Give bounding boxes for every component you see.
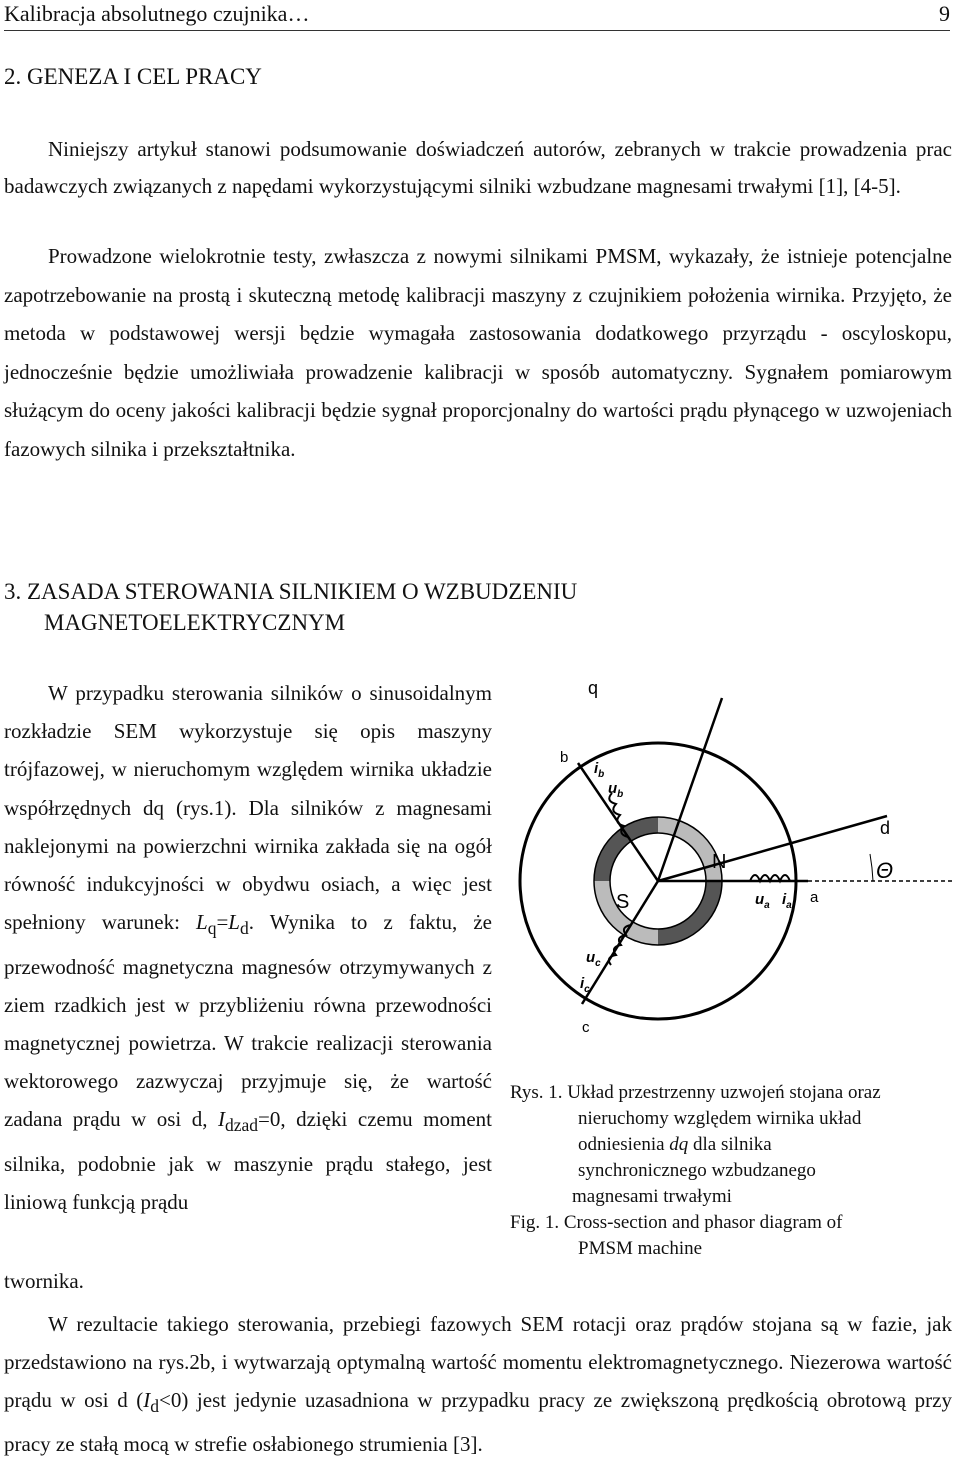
- figure-pmsm-cross-section: [510, 666, 960, 1046]
- b-axis-label: b: [560, 749, 569, 766]
- symbol-Id: I: [143, 1388, 151, 1412]
- symbol-Idzad-sub: dzad: [224, 1115, 258, 1136]
- paragraph-4: [4, 1305, 952, 1463]
- label-ua: $u_a$: [755, 891, 770, 911]
- theta-arc: [870, 854, 873, 881]
- section-3-heading-line2: MAGNETOELEKTRYCZNYM: [44, 610, 346, 635]
- header-title: Kalibracja absolutnego czujnika…: [4, 1, 310, 26]
- d-axis-label: d: [880, 818, 891, 838]
- p3-part-c: =0, dzięki czemu moment silnika, podobnie jak w maszynie prądu stałego, jest liniową funkcją prądu: [4, 1107, 492, 1215]
- paragraph-3: [4, 674, 492, 1221]
- caption-line-2: nieruchomy względem wirnika układ: [578, 1108, 862, 1129]
- south-pole-label: S: [616, 891, 630, 913]
- label-ub: $u_b$: [608, 780, 624, 800]
- paragraph-2: Prowadzone wielokrotnie testy, zwłaszcza z nowymi silnikami PMSM, wykazały, że istnieje potencjalne zapotrzebowanie na prostą i skuteczną metodę kalibracji maszyny z czujnikiem położenia wirnika. Przyjęto, że metoda w podstawowej wersji będzie wymagała zastosowania dodatkowego przyrządu - oscyloskopu, jednocześnie będzie umożliwiała prowadzenie kalibracji w sposób automatyczny. Sygnałem pomiarowym służącym do oceny jakości kalibracji będzie sygnał proporcjonalny do wartości prądu płynącego w uzwojeniach fazowych silnika i przekształtnika.: [4, 244, 952, 461]
- page-number: 9: [939, 1, 950, 26]
- north-pole-label: N: [712, 851, 727, 873]
- label-uc: $u_c$: [586, 949, 601, 969]
- label-ia: $i_a$: [782, 891, 792, 911]
- section-3-heading: [4, 576, 704, 638]
- label-ib: $i_b$: [594, 760, 605, 780]
- caption-line-7: PMSM machine: [578, 1238, 703, 1259]
- label-ic: $i_c$: [580, 975, 590, 995]
- caption-line-3: odniesienia dq dla silnika: [578, 1134, 772, 1155]
- symbol-Idzad: I: [217, 1107, 225, 1132]
- symbol-Ld-sub: d: [239, 918, 249, 939]
- theta-label: Θ: [876, 858, 894, 883]
- figure-caption: [510, 1080, 960, 1262]
- p3-part-a: W przypadku sterowania silników o sinusoidalnym rozkładzie SEM wykorzystuje się opis maszyny trójfazowej, w nieruchomym względem wirnika układzie współrzędnych dq (rys.1). Dla silników z magnesami naklejonymi na powierzchni wirnika zakłada się na ogół równość indukcyjności w obydwu osiach, a więc jest spełniony warunek:: [4, 681, 492, 935]
- a-axis-label: a: [810, 889, 819, 906]
- p3-part-b: . Wynika to z faktu, że przewodność magnetyczna magnesów otrzymywanych z ziem rzadkich jest w przybliżeniu równa przewodności magnetycznej powietrza. W trakcie realizacji sterowania wektorowego zazwyczaj przyjmuje się, że wartość zadana prądu w osi d,: [4, 910, 493, 1132]
- caption-line-1: Rys. 1. Układ przestrzenny uzwojeń stojana oraz: [510, 1082, 881, 1103]
- c-axis-label: c: [582, 1019, 590, 1036]
- paragraph-3-tail: twornika.: [4, 1269, 84, 1293]
- p4-part-a: W rezultacie takiego sterowania, przebiegi fazowych SEM rotacji oraz prądów stojana są w fazie, jak przedstawiono na rys.2b, i wytwarzają optymalną wartość momentu elektromagnetycznego. Niezerowa wartość prądu w osi d (: [4, 1312, 952, 1412]
- section-3-heading-line1: 3. ZASADA STEROWANIA SILNIKIEM O WZBUDZENIU: [4, 579, 578, 604]
- symbol-Lq-sub: q: [207, 918, 217, 939]
- symbol-Lq: L: [196, 910, 208, 935]
- q-axis-label: q: [588, 678, 599, 698]
- p4-part-b: <0) jest jedynie uzasadniona w przypadku pracy ze zwiększoną prędkością obrotową przy pracy ze stałą mocą w strefie osłabionego strumienia [3].: [4, 1388, 952, 1457]
- caption-line-5: magnesami trwałymi: [572, 1186, 732, 1207]
- symbol-Ld: L: [228, 910, 240, 935]
- symbol-Id-sub: d: [150, 1396, 160, 1417]
- paragraph-1: Niniejszy artykuł stanowi podsumowanie doświadczeń autorów, zebranych w trakcie prowadzenia prac badawczych związanych z napędami wykorzystującymi silniki wzbudzane magnesami trwałymi [1], [4-5].: [4, 137, 952, 198]
- caption-line-4: synchronicznego wzbudzanego: [578, 1160, 816, 1181]
- section-2-heading: 2. GENEZA I CEL PRACY: [4, 64, 262, 89]
- equals-sign: =: [216, 910, 229, 935]
- running-header: [4, 0, 950, 31]
- caption-line-6: Fig. 1. Cross-section and phasor diagram of: [510, 1212, 843, 1233]
